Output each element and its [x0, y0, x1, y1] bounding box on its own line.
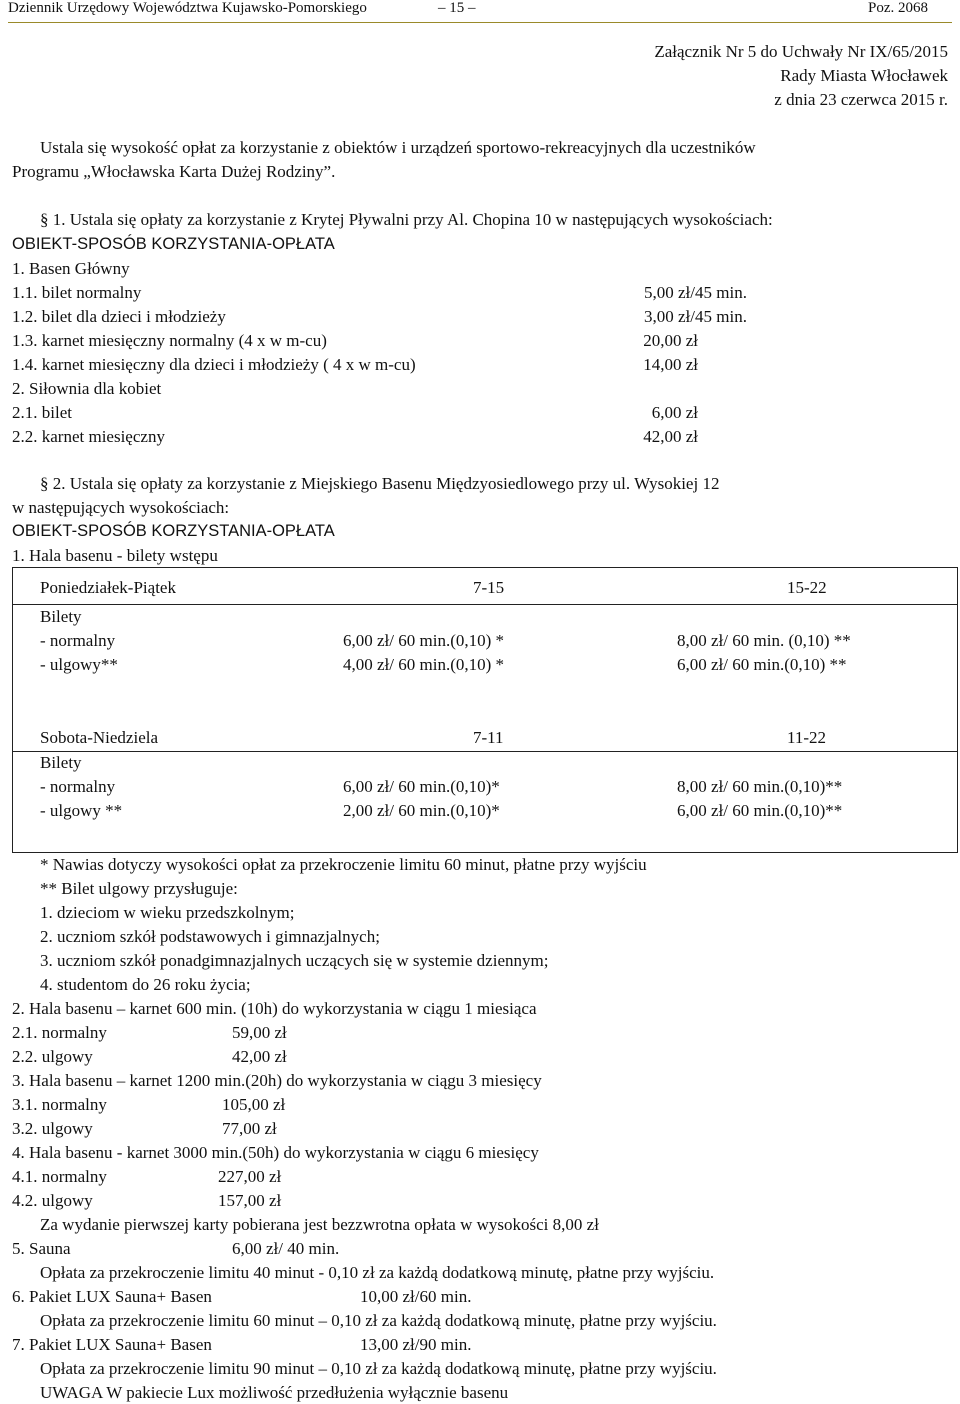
weekend-normal-label: - normalny	[40, 777, 116, 796]
bottom-value: 157,00 zł	[218, 1191, 282, 1210]
position-number: Poz. 2068	[868, 0, 928, 16]
bottom-line: Opłata za przekroczenie limitu 90 minut – 0,10 zł za każdą dodatkową minutę, płatne przy wyjściu.	[40, 1359, 717, 1378]
price-table	[12, 567, 958, 853]
weekday-slot-1: 7-15	[473, 578, 505, 597]
bottom-line: 4.1. normalny	[12, 1167, 107, 1186]
weekday-normal-price-1: 6,00 zł/ 60 min.(0,10) *	[343, 631, 505, 650]
s1-item-label: 2.1. bilet	[12, 403, 72, 422]
note-line: ** Bilet ulgowy przysługuje:	[40, 879, 238, 898]
annex-line-1: Załącznik Nr 5 do Uchwały Nr IX/65/2015	[654, 42, 948, 61]
weekday-head: Poniedziałek-Piątek	[40, 578, 176, 597]
bottom-line: 4. Hala basenu - karnet 3000 min.(50h) do wykorzystania w ciągu 6 miesięcy	[12, 1143, 539, 1162]
note-line: 4. studentom do 26 roku życia;	[40, 975, 251, 994]
s2-sub: 1. Hala basenu - bilety wstępu	[12, 546, 218, 565]
table-divider	[13, 751, 957, 752]
bottom-line: 2.2. ulgowy	[12, 1047, 93, 1066]
s1-item-label: 2.2. karnet miesięczny	[12, 427, 165, 446]
weekday-reduced-price-2: 6,00 zł/ 60 min.(0,10) **	[677, 655, 847, 674]
s1-item-price: 42,00 zł	[643, 427, 698, 446]
journal-title: Dziennik Urzędowy Województwa Kujawsko-Pomorskiego	[8, 0, 367, 16]
s1-item-price: 6,00 zł	[651, 403, 698, 422]
s1-item-label: 1.4. karnet miesięczny dla dzieci i młodzieży ( 4 x w m-cu)	[12, 355, 416, 374]
s1-title: § 1. Ustala się opłaty za korzystanie z Krytej Pływalni przy Al. Chopina 10 w następujących wysokościach:	[40, 210, 773, 229]
s1-header: OBIEKT-SPOSÓB KORZYSTANIA-OPŁATA	[12, 235, 335, 253]
bottom-value: 59,00 zł	[232, 1023, 287, 1042]
weekend-reduced-label: - ulgowy **	[40, 801, 123, 820]
bottom-line: 7. Pakiet LUX Sauna+ Basen	[12, 1335, 212, 1354]
bottom-value: 105,00 zł	[222, 1095, 286, 1114]
bottom-value: 10,00 zł/60 min.	[360, 1287, 472, 1306]
weekend-normal-price-2: 8,00 zł/ 60 min.(0,10)**	[677, 777, 843, 796]
bottom-value: 13,00 zł/90 min.	[360, 1335, 472, 1354]
note-line: 1. dzieciom w wieku przedszkolnym;	[40, 903, 295, 922]
weekday-bilety: Bilety	[40, 607, 82, 626]
bottom-line: 2.1. normalny	[12, 1023, 107, 1042]
annex-line-2: Rady Miasta Włocławek	[780, 66, 948, 85]
bottom-line: 3.1. normalny	[12, 1095, 107, 1114]
note-line: 3. uczniom szkół ponadgimnazjalnych uczących się w systemie dziennym;	[40, 951, 549, 970]
s2-title-2: w następujących wysokościach:	[12, 498, 230, 517]
bottom-line: 3. Hala basenu – karnet 1200 min.(20h) do wykorzystania w ciągu 3 miesięcy	[12, 1071, 542, 1090]
weekday-reduced-label: - ulgowy**	[40, 655, 118, 674]
s1-item-price: 20,00 zł	[643, 331, 698, 350]
intro-line-2: Programu „Włocławska Karta Dużej Rodziny”.	[12, 162, 336, 181]
weekday-normal-label: - normalny	[40, 631, 116, 650]
weekday-reduced-price-1: 4,00 zł/ 60 min.(0,10) *	[343, 655, 505, 674]
s1-item-price: 14,00 zł	[643, 355, 698, 374]
weekend-slot-2: 11-22	[787, 728, 827, 747]
s1-item-label: 1. Basen Główny	[12, 259, 130, 278]
note-line: * Nawias dotyczy wysokości opłat za przekroczenie limitu 60 minut, płatne przy wyjściu	[40, 855, 647, 874]
bottom-line: 4.2. ulgowy	[12, 1191, 93, 1210]
s1-item-label: 1.3. karnet miesięczny normalny (4 x w m-cu)	[12, 331, 327, 350]
weekday-normal-price-2: 8,00 zł/ 60 min. (0,10) **	[677, 631, 851, 650]
annex-line-3: z dnia 23 czerwca 2015 r.	[774, 90, 948, 109]
weekend-bilety: Bilety	[40, 753, 82, 772]
bottom-value: 42,00 zł	[232, 1047, 287, 1066]
intro-line-1: Ustala się wysokość opłat za korzystanie z obiektów i urządzeń sportowo-rekreacyjnych dla uczestników	[40, 138, 756, 157]
s1-item-label: 1.1. bilet normalny	[12, 283, 142, 302]
s2-header: OBIEKT-SPOSÓB KORZYSTANIA-OPŁATA	[12, 522, 335, 540]
bottom-line: 6. Pakiet LUX Sauna+ Basen	[12, 1287, 212, 1306]
s1-item-label: 2. Siłownia dla kobiet	[12, 379, 162, 398]
bottom-line: Za wydanie pierwszej karty pobierana jest bezzwrotna opłata w wysokości 8,00 zł	[40, 1215, 599, 1234]
s1-item-price: 3,00 zł/45 min.	[644, 307, 747, 326]
bottom-line: 3.2. ulgowy	[12, 1119, 93, 1138]
s2-title-1: § 2. Ustala się opłaty za korzystanie z Miejskiego Basenu Międzyosiedlowego przy ul. Wysokiej 12	[40, 474, 720, 493]
bottom-line: Opłata za przekroczenie limitu 40 minut - 0,10 zł za każdą dodatkową minutę, płatne przy wyjściu.	[40, 1263, 715, 1282]
header-rule	[8, 22, 952, 23]
weekend-reduced-price-1: 2,00 zł/ 60 min.(0,10)*	[343, 801, 500, 820]
s1-item-label: 1.2. bilet dla dzieci i młodzieży	[12, 307, 226, 326]
bottom-line: 2. Hala basenu – karnet 600 min. (10h) do wykorzystania w ciągu 1 miesiąca	[12, 999, 537, 1018]
weekend-reduced-price-2: 6,00 zł/ 60 min.(0,10)**	[677, 801, 843, 820]
bottom-value: 227,00 zł	[218, 1167, 282, 1186]
weekend-normal-price-1: 6,00 zł/ 60 min.(0,10)*	[343, 777, 500, 796]
bottom-line: UWAGA W pakiecie Lux możliwość przedłużenia wyłącznie basenu	[40, 1383, 509, 1402]
bottom-value: 6,00 zł/ 40 min.	[232, 1239, 340, 1258]
weekend-slot-1: 7-11	[473, 728, 504, 747]
page-number: – 15 –	[438, 0, 476, 16]
bottom-line: 5. Sauna	[12, 1239, 71, 1258]
weekend-head: Sobota-Niedziela	[40, 728, 159, 747]
bottom-line: Opłata za przekroczenie limitu 60 minut – 0,10 zł za każdą dodatkową minutę, płatne przy wyjściu.	[40, 1311, 717, 1330]
note-line: 2. uczniom szkół podstawowych i gimnazjalnych;	[40, 927, 380, 946]
table-divider	[13, 604, 957, 605]
s1-item-price: 5,00 zł/45 min.	[644, 283, 747, 302]
bottom-value: 77,00 zł	[222, 1119, 277, 1138]
weekday-slot-2: 15-22	[787, 578, 827, 597]
